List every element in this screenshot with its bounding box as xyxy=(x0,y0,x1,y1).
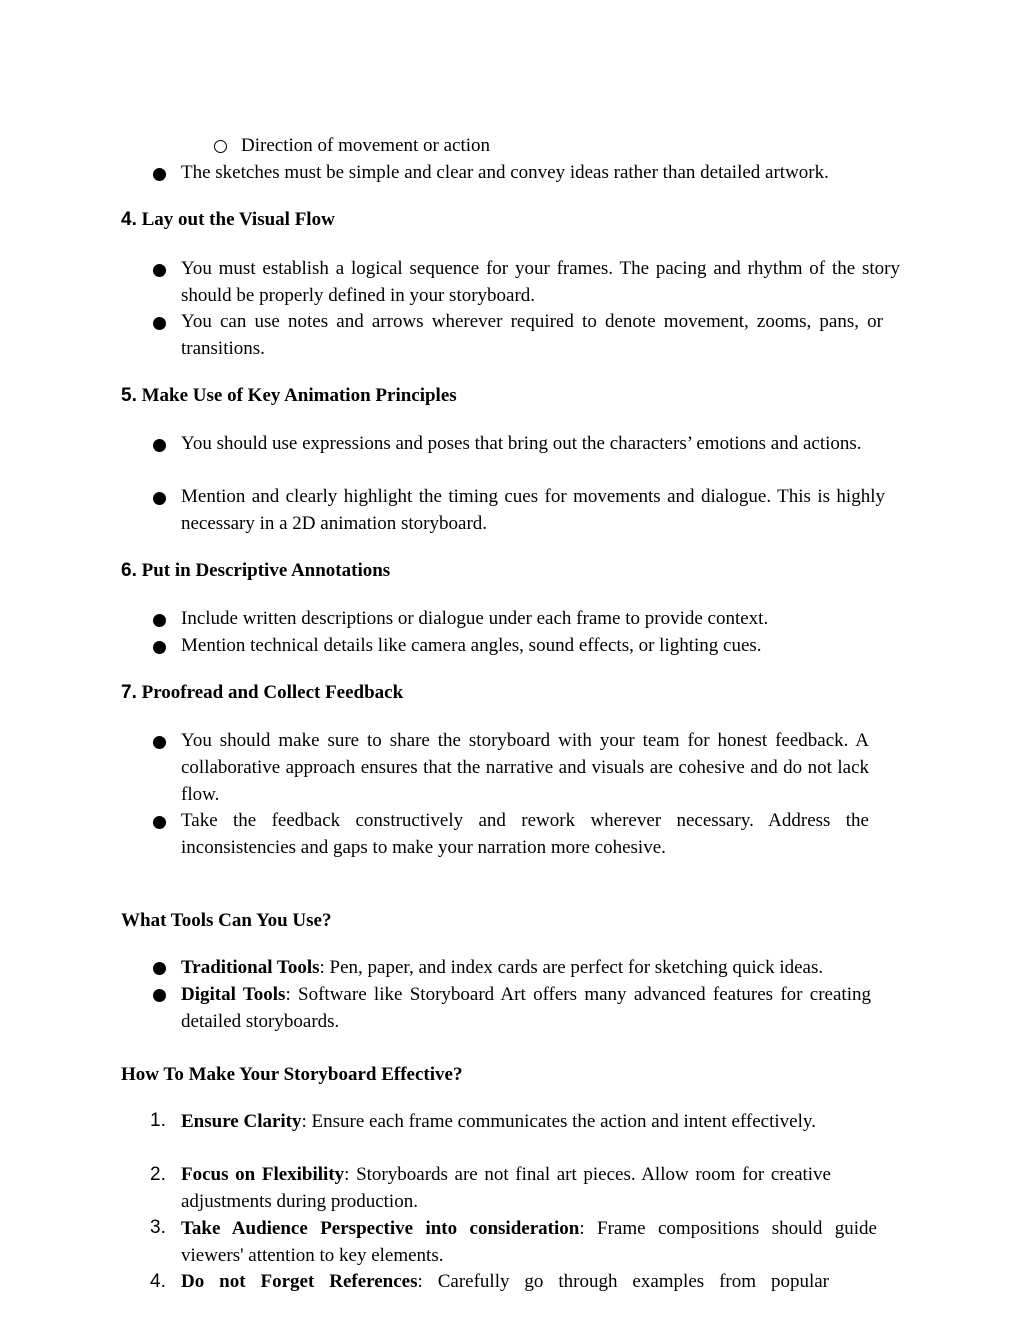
hollow-bullet-icon xyxy=(214,140,227,153)
bullet-icon xyxy=(153,439,166,452)
bullet-item xyxy=(181,308,883,362)
bullet-text: You should make sure to share the storyboard with your team for honest feedback. A collaborative approach ensures that the narrative and visuals are cohesive and do not lack flow. xyxy=(181,730,869,805)
tool-item xyxy=(181,954,823,981)
list-number: 3. xyxy=(150,1217,166,1238)
section-heading xyxy=(121,679,403,706)
bullet-icon xyxy=(153,168,166,181)
bullet-text: The sketches must be simple and clear and convey ideas rather than detailed artwork. xyxy=(181,162,829,183)
section-title: Proofread and Collect Feedback xyxy=(141,682,404,703)
numbered-item xyxy=(181,1108,819,1135)
tool-text: : Pen, paper, and index cards are perfect for sketching quick ideas. xyxy=(319,957,824,978)
section-number: 6. xyxy=(121,560,137,581)
bullet-text: You must establish a logical sequence for your frames. The pacing and rhythm of the story should be properly defined in your storyboard. xyxy=(181,258,900,306)
tool-text: : Software like Storyboard Art offers many advanced features for creating detailed storyboards. xyxy=(181,984,871,1032)
section-heading xyxy=(121,206,335,233)
tool-item xyxy=(181,981,871,1035)
bullet-icon xyxy=(153,816,166,829)
bullet-item xyxy=(181,807,869,861)
bullet-item xyxy=(181,430,875,457)
section-heading xyxy=(121,557,390,584)
bullet-icon xyxy=(153,736,166,749)
bullet-icon xyxy=(153,492,166,505)
section-number: 4. xyxy=(121,209,137,230)
bullet-item xyxy=(181,255,900,309)
bullet-icon xyxy=(153,962,166,975)
bullet-text: You should use expressions and poses that bring out the characters’ emotions and actions. xyxy=(181,433,862,454)
section-title: Make Use of Key Animation Principles xyxy=(141,385,457,406)
bullet-item xyxy=(181,483,885,537)
item-text: : Carefully go through examples from popular xyxy=(417,1271,829,1292)
numbered-item xyxy=(181,1161,831,1215)
item-text: : Frame compositions should guide viewers' attention to key elements. xyxy=(181,1218,877,1266)
bullet-item xyxy=(181,727,869,808)
bullet-icon xyxy=(153,614,166,627)
bullet-text: Take the feedback constructively and rework wherever necessary. Address the inconsistencies and gaps to make your narration more cohesive. xyxy=(181,810,869,858)
bullet-icon xyxy=(153,641,166,654)
list-number: 2. xyxy=(150,1164,166,1185)
item-term: Take Audience Perspective into consideration xyxy=(181,1218,580,1239)
sub-bullet-text: Direction of movement or action xyxy=(241,135,491,156)
item-term: Focus on Flexibility xyxy=(181,1164,345,1185)
bullet-text: You can use notes and arrows wherever required to denote movement, zooms, pans, or transitions. xyxy=(181,311,883,359)
section-title: Put in Descriptive Annotations xyxy=(141,560,391,581)
section-heading xyxy=(121,382,457,409)
section-number: 5. xyxy=(121,385,137,406)
item-text: : Ensure each frame communicates the action and intent effectively. xyxy=(301,1111,816,1132)
tools-heading: What Tools Can You Use? xyxy=(121,910,332,931)
numbered-item xyxy=(181,1268,829,1295)
numbered-item xyxy=(181,1215,877,1269)
tool-term: Traditional Tools xyxy=(181,957,320,978)
section-title: Lay out the Visual Flow xyxy=(141,209,335,230)
bullet-icon xyxy=(153,264,166,277)
bullet-icon xyxy=(153,989,166,1002)
item-term: Ensure Clarity xyxy=(181,1111,302,1132)
list-number: 1. xyxy=(150,1110,166,1131)
effective-heading: How To Make Your Storyboard Effective? xyxy=(121,1064,463,1085)
bullet-icon xyxy=(153,317,166,330)
bullet-text: Include written descriptions or dialogue under each frame to provide context. xyxy=(181,608,769,629)
list-number: 4. xyxy=(150,1271,166,1292)
section-number: 7. xyxy=(121,682,137,703)
item-text: : Storyboards are not final art pieces. Allow room for creative adjustments during production. xyxy=(181,1164,831,1212)
bullet-text: Mention technical details like camera angles, sound effects, or lighting cues. xyxy=(181,635,762,656)
tool-term: Digital Tools xyxy=(181,984,286,1005)
item-term: Do not Forget References xyxy=(181,1271,418,1292)
bullet-text: Mention and clearly highlight the timing cues for movements and dialogue. This is highly necessary in a 2D animation storyboard. xyxy=(181,486,885,534)
